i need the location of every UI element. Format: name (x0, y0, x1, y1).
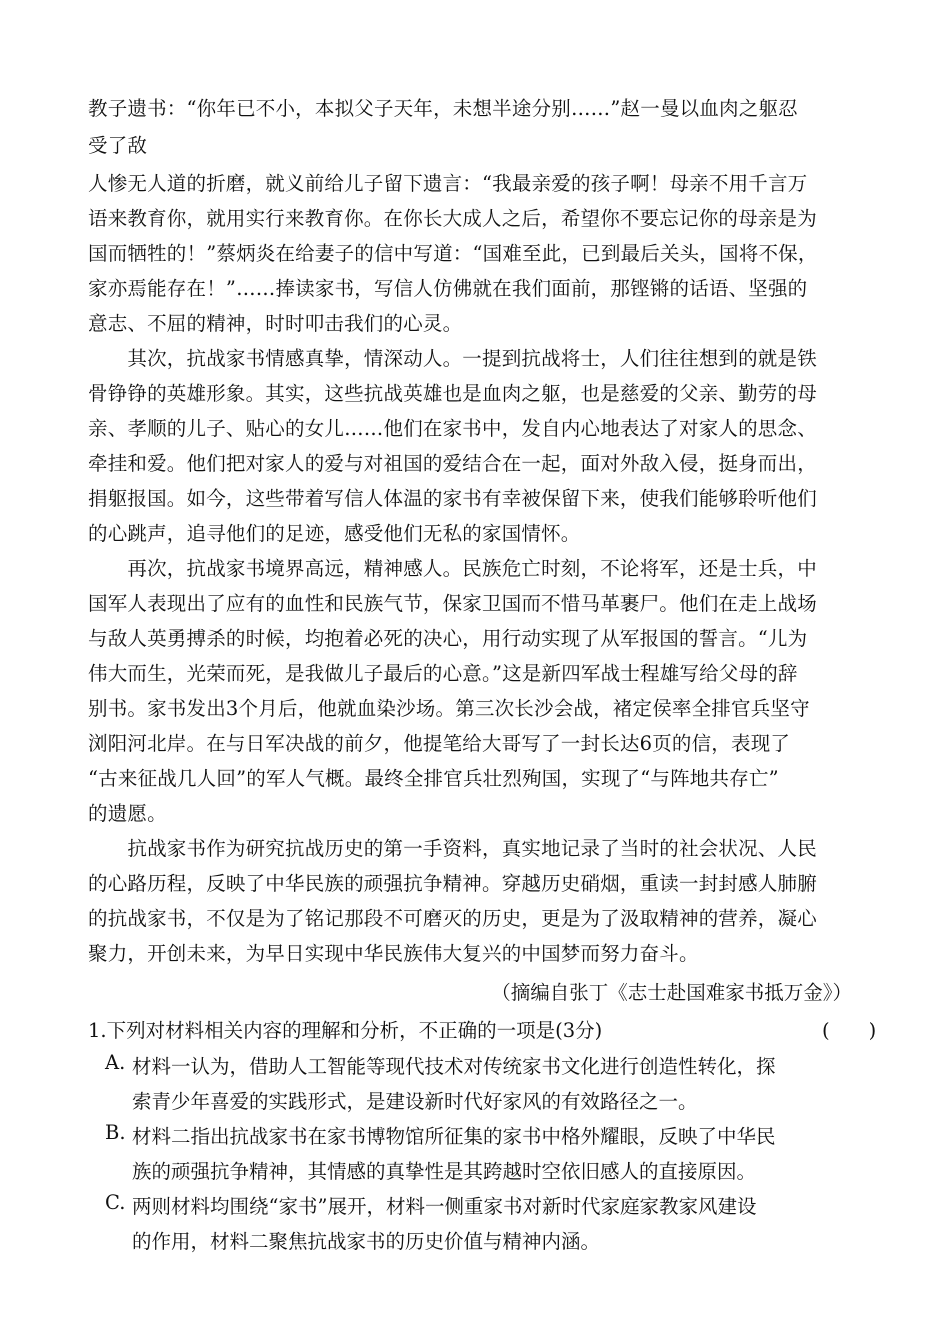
passage-line: 家亦焉能存在！”……捧读家书，写信人仿佛就在我们面前，那铿锵的话语、坚强的 (88, 277, 808, 300)
option-text: 族的顽强抗争精神，其情感的真挚性是其跨越时空依旧感人的直接原因。 (132, 1160, 757, 1183)
option-label: B. (105, 1121, 126, 1144)
passage-line: 教子遗书：“你年已不小，本拟父子天年，未想半途分别……”赵一曼以血肉之躯忍 (88, 97, 798, 120)
passage-line: 的心路历程，反映了中华民族的顽强抗争精神。穿越历史硝烟，重读一封封感人肺腑 (88, 872, 817, 895)
passage-line: 人惨无人道的折磨，就义前给儿子留下遗言：“我最亲爱的孩子啊！母亲不用千言万 (88, 172, 808, 195)
option-text: 两则材料均围绕“家书”展开，材料一侧重家书对新时代家庭家教家风建设 (132, 1195, 757, 1218)
passage-line: 国军人表现出了应有的血性和民族气节，保家卫国而不惜马革裹尸。他们在走上战场 (88, 592, 817, 615)
passage-line: 与敌人英勇搏杀的时候，均抱着必死的决心，用行动实现了从军报国的誓言。“儿为 (88, 627, 808, 650)
passage-line: 抗战家书作为研究抗战历史的第一手资料，真实地记录了当时的社会状况、人民 (88, 837, 817, 860)
passage-line: 亲、孝顺的儿子、贴心的女儿……他们在家书中，发自内心地表达了对家人的思念、 (88, 417, 817, 440)
passage-line: 的遗愿。 (88, 802, 167, 825)
passage-line: 别书。家书发出3个月后，他就血染沙场。第三次长沙会战，褚定侯率全排官兵坚守 (88, 697, 810, 720)
option-text: 的作用，材料二聚焦抗战家书的历史价值与精神内涵。 (132, 1230, 601, 1253)
passage-line: 牵挂和爱。他们把对家人的爱与对祖国的爱结合在一起，面对外敌入侵，挺身而出， (88, 452, 817, 475)
passage-line: 国而牺牲的！”蔡炳炎在给妻子的信中写道：“国难至此，已到最后关头，国将不保， (88, 242, 818, 265)
question-stem: 1.下列对材料相关内容的理解和分析，不正确的一项是(3分) (88, 1019, 603, 1042)
passage-line: 意志、不屈的精神，时时叩击我们的心灵。 (88, 312, 463, 335)
passage-line: “古来征战几人回”的军人气概。最终全排官兵壮烈殉国，实现了“与阵地共存亡” (88, 767, 779, 790)
passage-line: 的抗战家书，不仅是为了铭记那段不可磨灭的历史，更是为了汲取精神的营养，凝心 (88, 907, 817, 930)
passage-line: 再次，抗战家书境界高远，精神感人。民族危亡时刻，不论将军，还是士兵，中 (88, 557, 817, 580)
passage-line: 其次，抗战家书情感真挚，情深动人。一提到抗战将士，人们往往想到的就是铁 (88, 347, 817, 370)
passage-line: 语来教育你，就用实行来教育你。在你长大成人之后，希望你不要忘记你的母亲是为 (88, 207, 817, 230)
option-text: 材料二指出抗战家书在家书博物馆所征集的家书中格外耀眼，反映了中华民 (132, 1125, 776, 1148)
passage-line: 骨铮铮的英雄形象。其实，这些抗战英雄也是血肉之躯，也是慈爱的父亲、勤劳的母 (88, 382, 817, 405)
option-label: A. (105, 1051, 126, 1074)
passage-line: 浏阳河北岸。在与日军决战的前夕，他提笔给大哥写了一封长达6页的信，表现了 (88, 732, 791, 755)
answer-blank[interactable]: ( ) (822, 1019, 877, 1042)
option-text: 材料一认为，借助人工智能等现代技术对传统家书文化进行创造性转化，探 (132, 1055, 776, 1078)
passage-line: 伟大而生，光荣而死，是我做儿子最后的心意。”这是新四军战士程雄写给父母的辞 (88, 662, 798, 685)
passage-line: 聚力，开创未来，为早日实现中华民族伟大复兴的中国梦而努力奋斗。 (88, 942, 699, 965)
passage-source: （摘编自张丁《志士赴国难家书抵万金》） (491, 981, 852, 1004)
passage-line: 受了敌 (88, 134, 148, 157)
passage-line: 捐躯报国。如今，这些带着写信人体温的家书有幸被保留下来，使我们能够聆听他们 (88, 487, 817, 510)
option-label: C. (105, 1191, 126, 1214)
passage-line: 的心跳声，追寻他们的足迹，感受他们无私的家国情怀。 (88, 522, 581, 545)
option-text: 索青少年喜爱的实践形式，是建设新时代好家风的有效路径之一。 (132, 1090, 698, 1113)
